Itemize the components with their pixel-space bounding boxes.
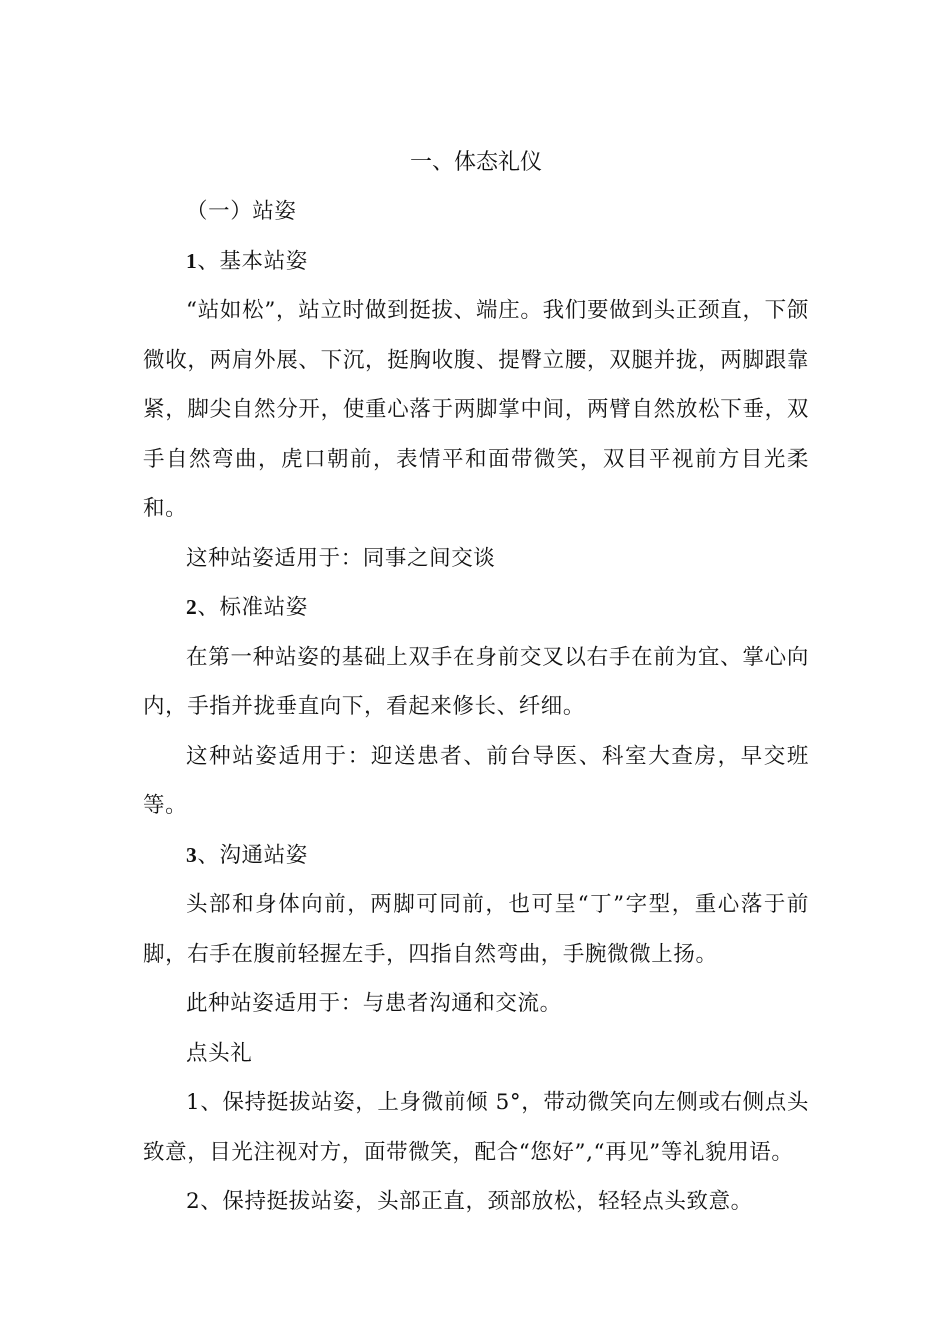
item-number: 2 [186, 595, 198, 619]
item-heading-communication [143, 831, 809, 881]
paragraph-basic-stance: “站如松”，站立时做到挺拔、端庄。我们要做到头正颈直，下颌微收，两肩外展、下沉，挺胸收腹、提臀立腰，双腿并拢，两脚跟靠紧，脚尖自然分开，使重心落于两脚掌中间，两臂自然放松下垂，双手自然弯曲，虎口朝前，表情平和面带微笑，双目平视前方目光柔和。 [143, 298, 809, 521]
document-body [143, 138, 809, 1227]
item-label: 、沟通站姿 [197, 842, 308, 868]
item-label: 、基本站姿 [197, 248, 308, 274]
paragraph-basic-usage: 这种站姿适用于：同事之间交谈 [186, 545, 496, 571]
paragraph-standard-stance: 在第一种站姿的基础上双手在身前交叉以右手在前为宜、掌心向内，手指并拢垂直向下，看起来修长、纤细。 [143, 644, 809, 719]
paragraph-nod-2: 2、保持挺拔站姿，头部正直，颈部放松，轻轻点头致意。 [186, 1189, 753, 1214]
nod-heading: 点头礼 [186, 1040, 253, 1066]
paragraph-communication-stance: 头部和身体向前，两脚可同前，也可呈“丁”字型，重心落于前脚，右手在腹前轻握左手，四指自然弯曲，手腕微微上扬。 [143, 892, 809, 967]
item-number: 1 [186, 248, 198, 273]
item-number: 3 [186, 842, 198, 867]
paragraph-standard-usage: 这种站姿适用于：迎送患者、前台导医、科室大查房，早交班等。 [143, 743, 809, 818]
paragraph-communication-usage: 此种站姿适用于：与患者沟通和交流。 [186, 991, 562, 1016]
document-title: 一、体态礼仪 [409, 150, 542, 175]
section-heading: （一）站姿 [186, 199, 297, 224]
paragraph-nod-1: 1、保持挺拔站姿，上身微前倾 5°，带动微笑向左侧或右侧点头致意，目光注视对方，面带微笑，配合“您好”,“再见”等礼貌用语。 [143, 1090, 809, 1165]
item-label: 、标准站姿 [197, 595, 308, 620]
item-heading-basic [143, 237, 809, 287]
item-heading-standard [143, 583, 809, 633]
